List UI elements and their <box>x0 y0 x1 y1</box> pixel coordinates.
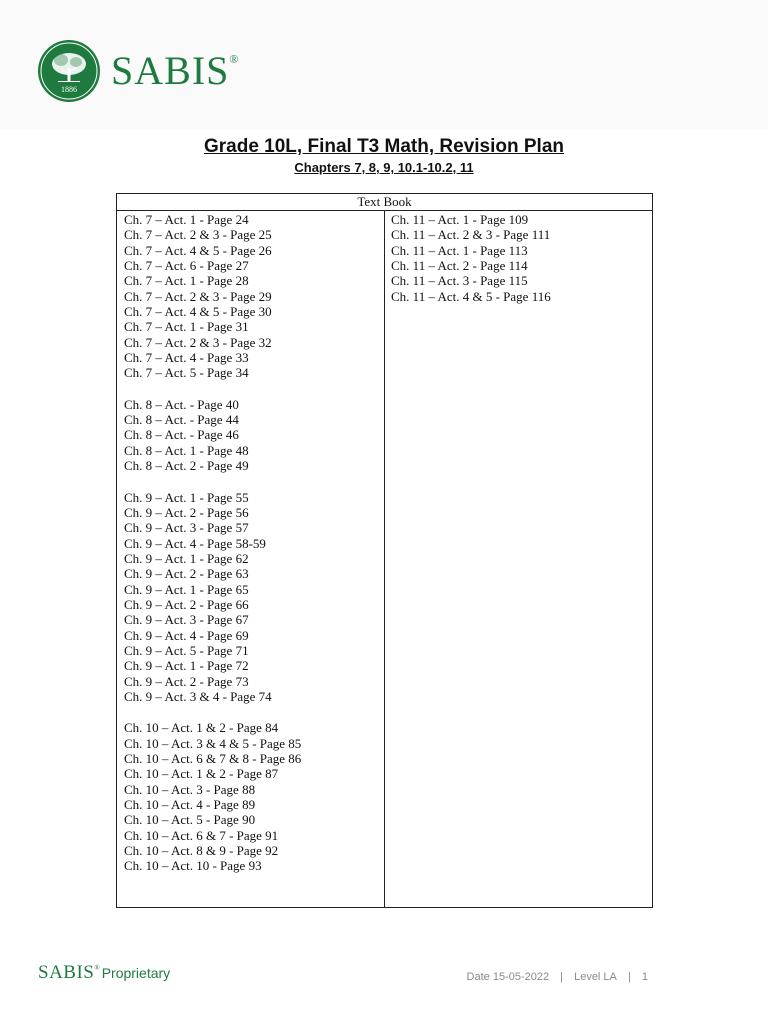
revision-entry: Ch. 10 – Act. 3 & 4 & 5 - Page 85 <box>124 735 302 751</box>
sabis-logo <box>38 40 240 102</box>
revision-entry: Ch. 9 – Act. 4 - Page 69 <box>124 627 249 643</box>
footer-proprietary: Proprietary <box>101 965 171 981</box>
revision-entry: Ch. 7 – Act. 2 & 3 - Page 25 <box>124 227 272 243</box>
footer-page-number: 1 <box>641 971 648 983</box>
revision-entry: Ch. 9 – Act. 2 - Page 66 <box>124 596 249 612</box>
revision-entry: Ch. 7 – Act. 4 - Page 33 <box>124 350 249 366</box>
document-subtitle: Chapters 7, 8, 9, 10.1-10.2, 11 <box>294 160 474 175</box>
revision-entry: Ch. 9 – Act. 5 - Page 71 <box>124 642 249 658</box>
revision-entry: Ch. 10 – Act. 10 - Page 93 <box>124 858 262 874</box>
revision-entry: Ch. 9 – Act. 1 - Page 65 <box>124 581 249 597</box>
brand-name: SABIS® <box>111 48 240 93</box>
revision-entry: Ch. 8 – Act. 2 - Page 49 <box>124 458 249 474</box>
revision-entry: Ch. 9 – Act. 2 - Page 73 <box>124 673 249 689</box>
footer-level: Level LA <box>574 971 617 983</box>
revision-entry: Ch. 10 – Act. 3 - Page 88 <box>124 781 256 797</box>
registered-mark: ® <box>229 52 240 66</box>
revision-entry: Ch. 7 – Act. 1 - Page 24 <box>124 212 249 227</box>
chapter-gap <box>124 474 379 490</box>
revision-entry: Ch. 7 – Act. 4 & 5 - Page 30 <box>124 304 272 320</box>
revision-entry: Ch. 9 – Act. 2 - Page 56 <box>124 504 249 520</box>
footer-brand <box>38 962 170 984</box>
revision-entry: Ch. 10 – Act. 6 & 7 - Page 91 <box>124 827 279 843</box>
footer-separator: | <box>560 971 564 983</box>
revision-entry: Ch. 10 – Act. 1 & 2 - Page 84 <box>124 720 279 736</box>
revision-entry: Ch. 11 – Act. 4 & 5 - Page 116 <box>391 288 551 304</box>
column-divider <box>384 211 385 907</box>
document-title: Grade 10L, Final T3 Math, Revision Plan <box>203 136 565 157</box>
revision-entry: Ch. 9 – Act. 4 - Page 58-59 <box>124 535 266 551</box>
tree-seal-icon <box>38 40 100 102</box>
revision-entry: Ch. 11 – Act. 1 - Page 113 <box>391 242 528 258</box>
revision-entry: Ch. 7 – Act. 6 - Page 27 <box>124 258 249 274</box>
footer-info <box>463 971 652 983</box>
revision-entry: Ch. 11 – Act. 2 & 3 - Page 111 <box>391 227 551 243</box>
revision-entry: Ch. 7 – Act. 2 & 3 - Page 32 <box>124 334 272 350</box>
right-column <box>391 212 646 304</box>
revision-entry: Ch. 9 – Act. 2 - Page 63 <box>124 566 249 582</box>
revision-entry: Ch. 11 – Act. 1 - Page 109 <box>391 212 529 227</box>
revision-entry: Ch. 9 – Act. 1 - Page 72 <box>124 658 249 674</box>
revision-table <box>116 193 653 908</box>
footer-date: Date 15-05-2022 <box>466 971 550 983</box>
footer-separator: | <box>627 971 631 983</box>
revision-entry: Ch. 10 – Act. 6 & 7 & 8 - Page 86 <box>124 751 302 766</box>
revision-entry: Ch. 7 – Act. 2 & 3 - Page 29 <box>124 288 272 304</box>
revision-entry: Ch. 11 – Act. 3 - Page 115 <box>391 273 528 289</box>
chapter-gap <box>124 704 379 720</box>
left-column <box>124 212 379 874</box>
revision-entry: Ch. 7 – Act. 5 - Page 34 <box>124 365 249 381</box>
seal-year: 1886 <box>61 85 77 94</box>
chapter-gap <box>124 381 379 397</box>
revision-entry: Ch. 10 – Act. 5 - Page 90 <box>124 812 256 828</box>
revision-entry: Ch. 10 – Act. 8 & 9 - Page 92 <box>124 843 279 859</box>
revision-entry: Ch. 7 – Act. 1 - Page 28 <box>124 273 249 289</box>
revision-entry: Ch. 9 – Act. 1 - Page 55 <box>124 489 249 505</box>
revision-entry: Ch. 10 – Act. 4 - Page 89 <box>124 797 256 813</box>
revision-entry: Ch. 8 – Act. - Page 40 <box>124 396 239 412</box>
revision-entry: Ch. 9 – Act. 3 - Page 67 <box>124 612 249 628</box>
footer-brand-name: SABIS <box>38 962 95 983</box>
revision-entry: Ch. 9 – Act. 3 - Page 57 <box>124 520 249 536</box>
table-header: Text Book <box>117 194 652 211</box>
revision-entry: Ch. 10 – Act. 1 & 2 - Page 87 <box>124 766 279 782</box>
revision-entry: Ch. 9 – Act. 1 - Page 62 <box>124 550 249 566</box>
footer-registered-mark: ® <box>94 964 100 972</box>
revision-entry: Ch. 7 – Act. 4 & 5 - Page 26 <box>124 242 272 258</box>
revision-entry: Ch. 8 – Act. 1 - Page 48 <box>124 442 249 458</box>
revision-entry: Ch. 9 – Act. 3 & 4 - Page 74 <box>124 688 272 704</box>
revision-entry: Ch. 11 – Act. 2 - Page 114 <box>391 258 528 274</box>
revision-entry: Ch. 8 – Act. - Page 44 <box>124 412 239 428</box>
revision-entry: Ch. 8 – Act. - Page 46 <box>124 427 239 443</box>
revision-entry: Ch. 7 – Act. 1 - Page 31 <box>124 319 249 335</box>
